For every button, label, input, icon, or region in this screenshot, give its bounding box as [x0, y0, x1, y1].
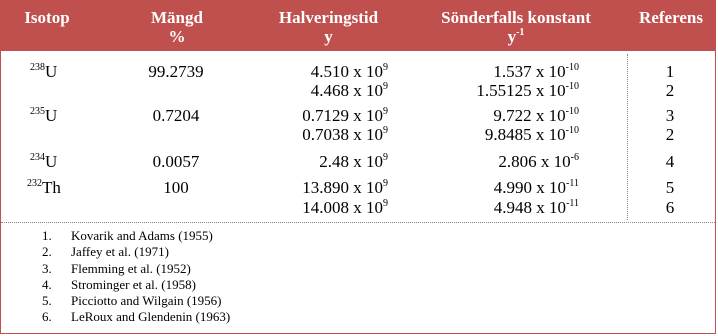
reference-cell: 6 — [665, 198, 675, 217]
header-reference: Referens — [639, 8, 703, 27]
isotope-cell: $^{235}$U — [30, 106, 58, 125]
reference-cell: 4 — [665, 152, 675, 171]
footnote-divider — [1, 222, 715, 223]
header-halflife: Halveringstid y — [278, 8, 379, 46]
header-isotope: Isotop — [24, 8, 70, 27]
reference-cell: 5 — [665, 178, 675, 197]
halflife-cell: 14.008 x $10^9$ — [302, 198, 388, 217]
reference-cell: 1 — [665, 62, 675, 81]
reference-cell: 2 — [665, 81, 675, 100]
header-decay-constant: Sönderfalls konstant $y^{-1}$ — [441, 8, 591, 46]
halflife-cell: 2.48 x $10^9$ — [319, 152, 388, 171]
decay-cell: 9.8485 x $10^{-10}$ — [484, 125, 579, 144]
decay-cell: 4.948 x $10^{-11}$ — [493, 198, 579, 217]
amount-cell: 0.7204 — [152, 106, 200, 125]
isotope-cell: $^{232}$Th — [27, 178, 61, 197]
isotope-cell: $^{234}$U — [30, 152, 58, 171]
decay-cell: 2.806 x $10^{-6}$ — [498, 152, 579, 171]
isotope-cell: $^{238}$U — [30, 62, 58, 81]
amount-cell: 99.2739 — [148, 62, 204, 81]
decay-cell: 4.990 x $10^{-11}$ — [493, 178, 579, 197]
reference-cell: 2 — [665, 125, 675, 144]
amount-cell: 0.0057 — [152, 152, 200, 171]
halflife-cell: 0.7038 x $10^9$ — [302, 125, 388, 144]
column-divider — [627, 54, 628, 220]
halflife-cell: 4.468 x $10^9$ — [310, 81, 388, 100]
reference-cell: 3 — [665, 106, 675, 125]
header-amount: Mängd % — [151, 8, 203, 46]
decay-cell: 9.722 x $10^{-10}$ — [493, 106, 579, 125]
table-header — [1, 1, 715, 51]
halflife-cell: 4.510 x $10^9$ — [310, 62, 388, 81]
amount-cell: 100 — [163, 178, 189, 197]
halflife-cell: 13.890 x $10^9$ — [302, 178, 388, 197]
halflife-cell: 0.7129 x $10^9$ — [302, 106, 388, 125]
decay-cell: 1.55125 x $10^{-10}$ — [476, 81, 579, 100]
decay-cell: 1.537 x $10^{-10}$ — [493, 62, 579, 81]
